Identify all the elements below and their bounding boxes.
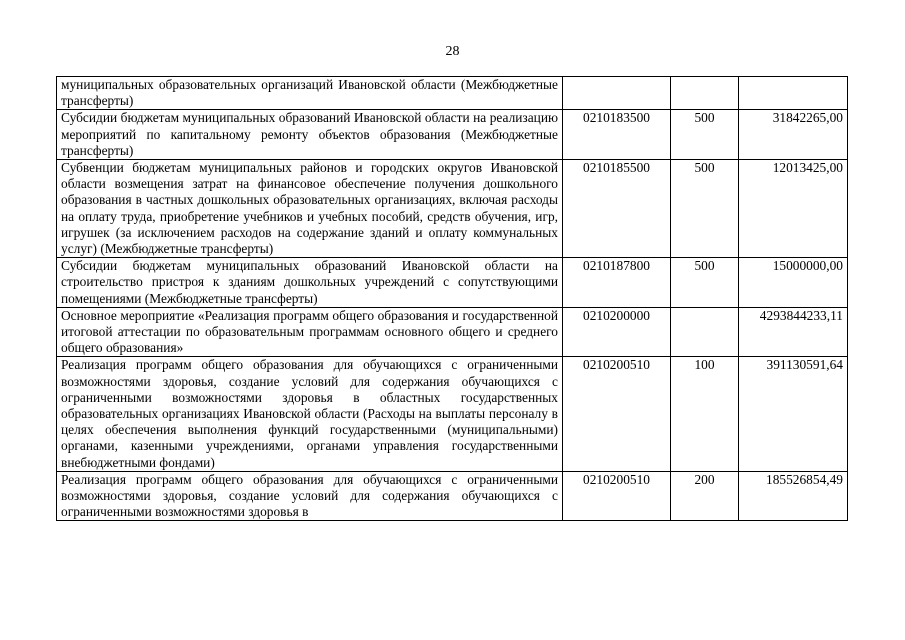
row-expense-type: 500	[671, 160, 739, 258]
row-target-code: 0210183500	[563, 110, 671, 160]
row-expense-type: 100	[671, 357, 739, 471]
row-target-code: 0210185500	[563, 160, 671, 258]
row-amount: 12013425,00	[739, 160, 848, 258]
row-amount: 4293844233,11	[739, 307, 848, 357]
table-row	[57, 307, 848, 357]
row-target-code	[563, 77, 671, 110]
row-amount: 15000000,00	[739, 258, 848, 308]
table-row	[57, 357, 848, 471]
budget-table	[56, 76, 848, 521]
row-target-code: 0210187800	[563, 258, 671, 308]
row-expense-type	[671, 307, 739, 357]
row-amount	[739, 77, 848, 110]
row-expense-type: 500	[671, 110, 739, 160]
row-description: муниципальных образовательных организаций Ивановской области (Межбюджетные трансферты)	[57, 77, 563, 110]
row-amount: 391130591,64	[739, 357, 848, 471]
row-description: Субсидии бюджетам муниципальных образований Ивановской области на реализацию мероприятий по капитальному ремонту объектов образования (Межбюджетные трансферты)	[57, 110, 563, 160]
row-amount: 31842265,00	[739, 110, 848, 160]
row-expense-type: 500	[671, 258, 739, 308]
table-row	[57, 258, 848, 308]
page-number: 28	[445, 44, 460, 59]
row-description: Основное мероприятие «Реализация программ общего образования и государственной итоговой аттестации по образовательным программам основного общего и среднего общего образования»	[57, 307, 563, 357]
row-target-code: 0210200000	[563, 307, 671, 357]
row-target-code: 0210200510	[563, 471, 671, 521]
row-expense-type: 200	[671, 471, 739, 521]
row-description: Субсидии бюджетам муниципальных образований Ивановской области на строительство пристроя к зданиям дошкольных учреждений с сопутствующими помещениями (Межбюджетные трансферты)	[57, 258, 563, 308]
row-description: Субвенции бюджетам муниципальных районов и городских округов Ивановской области возмещения затрат на финансовое обеспечение получения дошкольного образования в частных дошкольных образовательных организациях, включая расходы на оплату труда, приобретение учебников и учебных пособий, средств обучения, игр, игрушек (за исключением расходов на содержание зданий и оплату коммунальных услуг) (Межбюджетные трансферты)	[57, 160, 563, 258]
row-target-code: 0210200510	[563, 357, 671, 471]
table-row	[57, 77, 848, 110]
table-row	[57, 110, 848, 160]
table-row	[57, 471, 848, 521]
row-amount: 185526854,49	[739, 471, 848, 521]
row-expense-type	[671, 77, 739, 110]
table-row	[57, 160, 848, 258]
row-description: Реализация программ общего образования для обучающихся с ограниченными возможностями здоровья, создание условий для содержания обучающихся с ограниченными возможностями здоровья в областных государственных образовательных организациях Ивановской области (Расходы на выплаты персоналу в целях обеспечения выполнения функций государственными (муниципальными) органами, казенными учреждениями, органами управления государственными внебюджетными фондами)	[57, 357, 563, 471]
row-description: Реализация программ общего образования для обучающихся с ограниченными возможностями здоровья, создание условий для содержания обучающихся с ограниченными возможностями здоровья в	[57, 471, 563, 521]
